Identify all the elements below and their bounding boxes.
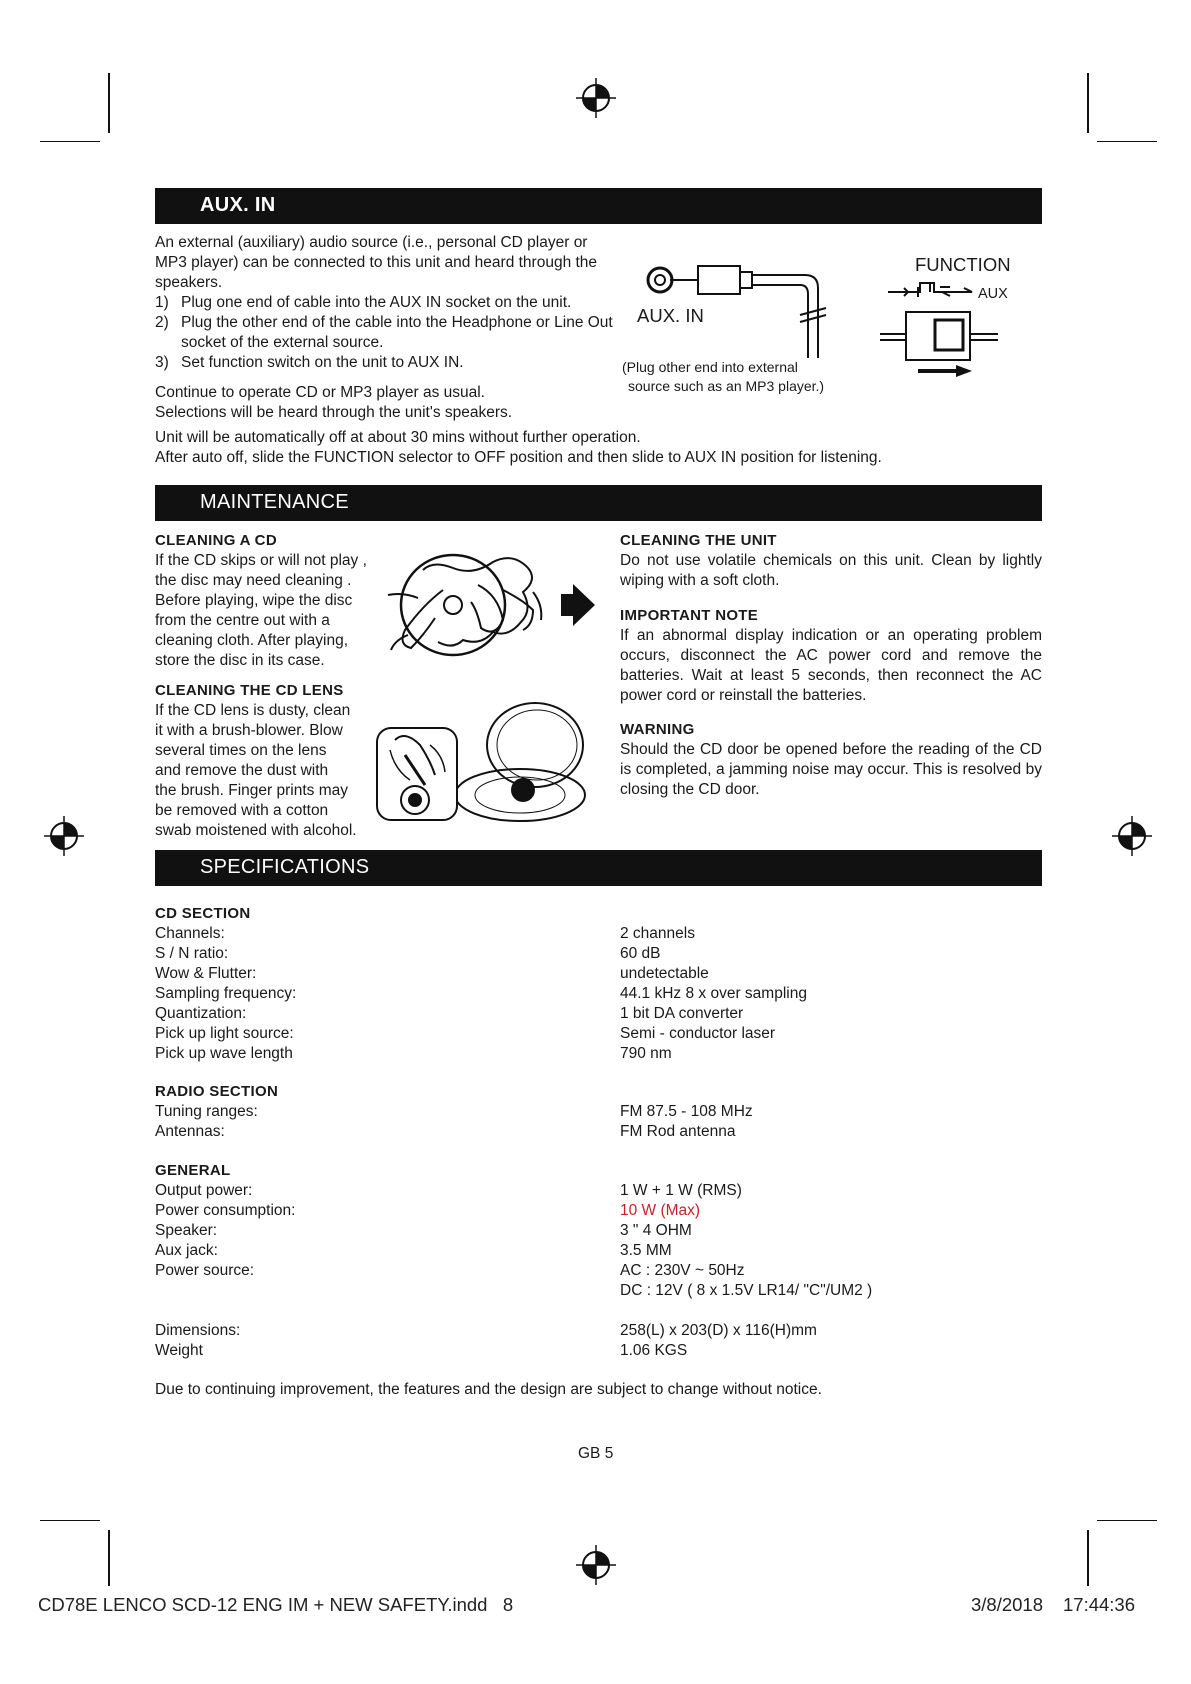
- cd-section-heading: CD SECTION: [155, 905, 251, 922]
- change-notice: Due to continuing improvement, the features and the design are subject to change without notice.: [155, 1381, 822, 1398]
- cleaning-cd-heading: CLEANING A CD: [155, 532, 277, 549]
- crop-mark: [1087, 1530, 1089, 1586]
- aux-in-heading-band: [155, 188, 1042, 224]
- cleaning-unit-block: CLEANING THE UNIT Do not use volatile chemicals on this unit. Clean by lightly wiping with a soft cloth.: [620, 532, 1042, 589]
- maintenance-heading-band: [155, 485, 1042, 521]
- cleaning-lens-heading: CLEANING THE CD LENS: [155, 682, 344, 699]
- spec-row: Sampling frequency: 44.1 kHz 8 x over sampling: [155, 985, 807, 1002]
- warning-block: WARNING Should the CD door be opened before the reading of the CD is completed, a jamming noise may occur. This is resolved by closing the CD door.: [620, 721, 1042, 798]
- aux-in-title: AUX. IN: [200, 194, 276, 216]
- footer-file-name: CD78E LENCO SCD-12 ENG IM + NEW SAFETY.indd 8: [38, 1594, 514, 1615]
- maintenance-title: MAINTENANCE: [200, 491, 349, 513]
- aux-in-instructions: [155, 233, 620, 373]
- aux-auto-off-text: Unit will be automatically off at about 30 mins without further operation. After auto off, slide the FUNCTION selector to OFF position and then slide to AUX IN position for listening.: [155, 429, 882, 466]
- spec-row: Channels: 2 channels: [155, 925, 695, 942]
- important-note-block: IMPORTANT NOTE If an abnormal display indication or an operating problem occurs, disconnect the AC power cord and remove the batteries. Wait at least 5 seconds, then reconnect the AC power cord or reinstall the batteries.: [620, 607, 1042, 704]
- radio-section-heading: RADIO SECTION: [155, 1083, 279, 1100]
- general-section-heading: GENERAL: [155, 1162, 231, 1179]
- spec-row: Pick up wave length 790 nm: [155, 1045, 672, 1062]
- crop-mark: [40, 141, 100, 142]
- footer-date: 3/8/2018: [971, 1594, 1044, 1615]
- registration-mark-icon: [1112, 816, 1152, 856]
- aux-socket-label: AUX. IN: [637, 305, 704, 326]
- aux-step: 2) Plug the other end of the cable into the Headphone or Line Out socket of the external source.: [155, 314, 613, 351]
- spec-row: Output power: 1 W + 1 W (RMS): [155, 1182, 742, 1199]
- spec-row: Power consumption: 10 W (Max): [155, 1202, 701, 1219]
- specifications-heading-band: [155, 850, 1042, 886]
- spec-row: Tuning ranges: FM 87.5 - 108 MHz: [155, 1103, 753, 1120]
- registration-mark-icon: [576, 78, 616, 118]
- spec-row: Power source: AC : 230V ~ 50Hz: [155, 1262, 745, 1279]
- crop-mark: [108, 73, 110, 133]
- aux-step: 1) Plug one end of cable into the AUX IN socket on the unit.: [155, 294, 572, 311]
- spec-row: Dimensions: 258(L) x 203(D) x 116(H)mm: [155, 1322, 817, 1339]
- spec-row: Pick up light source: Semi - conductor laser: [155, 1025, 776, 1042]
- crop-mark: [1097, 1520, 1157, 1521]
- footer-time: 17:44:36: [1063, 1594, 1136, 1615]
- important-note-heading: IMPORTANT NOTE: [620, 607, 759, 624]
- spec-row: Antennas: FM Rod antenna: [155, 1123, 736, 1140]
- aux-switch-label: AUX: [978, 286, 1008, 302]
- registration-mark-icon: [576, 1545, 616, 1585]
- aux-diagram-caption: (Plug other end into external source such as an MP3 player.): [622, 359, 825, 394]
- spec-row: Aux jack: 3.5 MM: [155, 1242, 672, 1259]
- registration-mark-icon: [44, 816, 84, 856]
- spec-row: DC : 12V ( 8 x 1.5V LR14/ "C"/UM2 ): [620, 1282, 873, 1299]
- spec-row: Speaker: 3 " 4 OHM: [155, 1222, 692, 1239]
- spec-row: Wow & Flutter: undetectable: [155, 965, 709, 982]
- cleaning-cd-block: CLEANING A CD If the CD skips or will not play , the disc may need cleaning . Before playing, wipe the disc from the centre out with a cleaning cloth. After playing, store the disc in its case.: [155, 531, 395, 671]
- cd-lens-illustration: [375, 700, 590, 825]
- aux-step: 3) Set function switch on the unit to AUX IN.: [155, 354, 464, 371]
- cleaning-lens-block: CLEANING THE CD LENS If the CD lens is dusty, clean it with a brush-blower. Blow several times on the lens and remove the dust with the brush. Finger prints may be removed with a cotton swab moistened with alcohol.: [155, 681, 395, 841]
- cd-wiping-illustration: [383, 550, 598, 660]
- aux-intro: An external (auxiliary) audio source (i.e., personal CD player or MP3 player) can be connected to this unit and heard through the speakers.: [155, 234, 598, 291]
- specifications-title: SPECIFICATIONS: [200, 856, 370, 878]
- crop-mark: [1097, 141, 1157, 142]
- crop-mark: [1087, 73, 1089, 133]
- spec-row: S / N ratio: 60 dB: [155, 945, 661, 962]
- function-label: FUNCTION: [915, 254, 1011, 275]
- page-number: GB 5: [578, 1445, 614, 1462]
- spec-row: Quantization: 1 bit DA converter: [155, 1005, 744, 1022]
- crop-mark: [40, 1520, 100, 1521]
- crop-mark: [108, 1530, 110, 1586]
- warning-heading: WARNING: [620, 721, 695, 738]
- aux-continue-text: Continue to operate CD or MP3 player as usual. Selections will be heard through the unit's speakers.: [155, 384, 513, 421]
- spec-row: Weight 1.06 KGS: [155, 1342, 688, 1359]
- cleaning-unit-heading: CLEANING THE UNIT: [620, 532, 777, 549]
